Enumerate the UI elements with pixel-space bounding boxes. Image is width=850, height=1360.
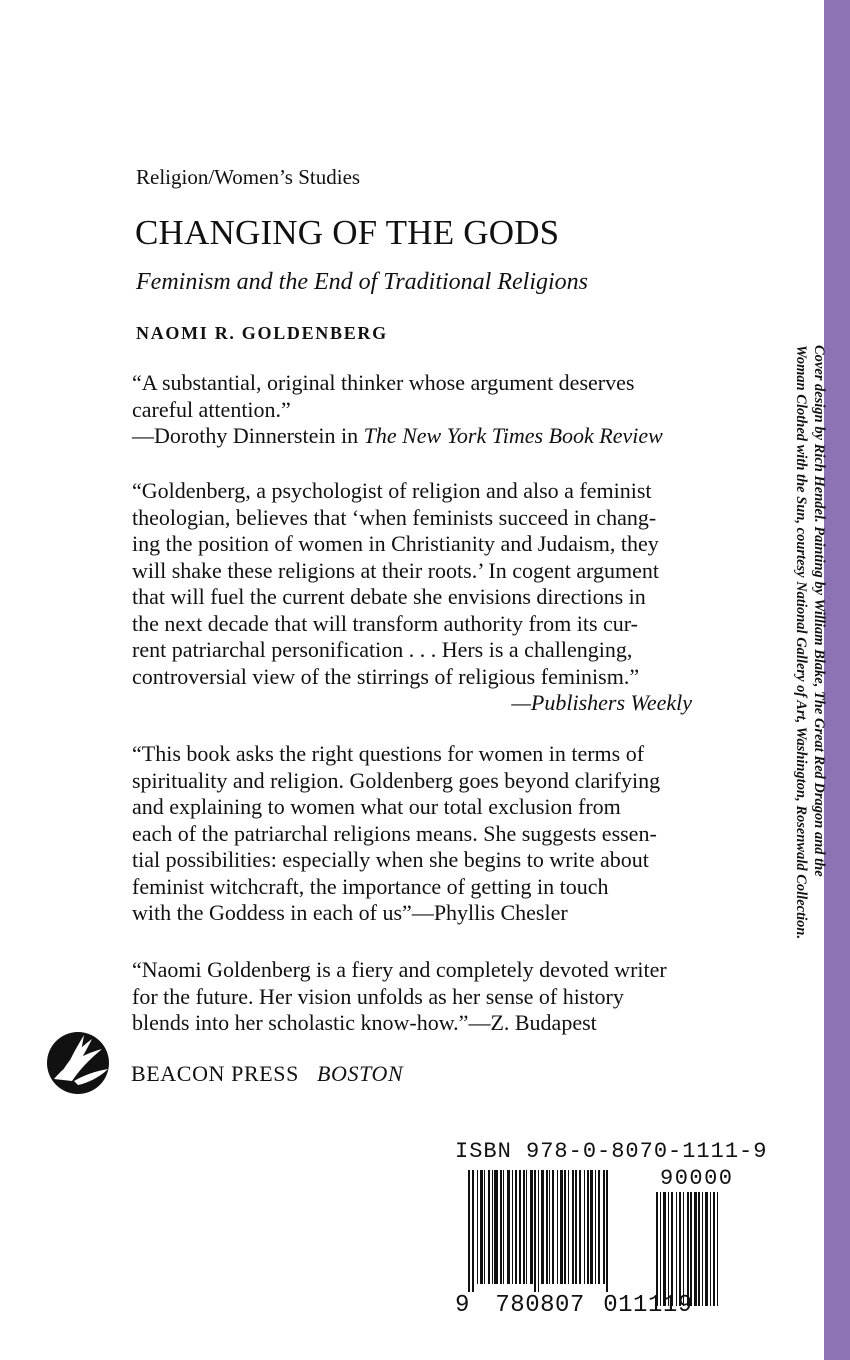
quote-line: that will fuel the current debate she envisions directions in — [132, 584, 646, 609]
barcode-bar — [698, 1192, 700, 1306]
barcode-bar — [687, 1192, 689, 1306]
barcode-bar — [541, 1170, 544, 1284]
barcode-bar — [663, 1192, 666, 1306]
quote-line: “A substantial, original thinker whose argument deserves — [132, 370, 635, 395]
review-quote-publishers-weekly — [132, 478, 742, 717]
quote-line: rent patriarchal personification . . . Hers is a challenging, — [132, 637, 633, 662]
ean-barcode — [468, 1170, 640, 1292]
barcode-bar — [705, 1192, 708, 1306]
attribution-source: The New York Times Book Review — [363, 423, 663, 448]
barcode-bar — [656, 1192, 658, 1306]
barcode-bar — [683, 1192, 684, 1306]
ean-right-group: 011119 — [603, 1292, 693, 1319]
publisher-city: BOSTON — [316, 1061, 404, 1086]
barcode-bar — [549, 1170, 550, 1284]
category-label: Religion/Women’s Studies — [136, 165, 361, 189]
review-quote-budapest — [132, 957, 742, 1037]
quote-line: spirituality and religion. Goldenberg goes beyond clarifying — [132, 767, 661, 793]
barcode-bar — [500, 1170, 502, 1284]
book-subtitle: Feminism and the End of Traditional Religions — [136, 269, 588, 295]
attribution-prefix: —Dorothy Dinnerstein in — [132, 423, 364, 448]
barcode-bar — [530, 1170, 533, 1284]
barcode-bar — [515, 1170, 517, 1284]
barcode-bar — [671, 1192, 673, 1306]
barcode-bar — [560, 1170, 563, 1284]
barcode-bar — [526, 1170, 527, 1284]
quote-attribution — [132, 423, 742, 450]
quote-line: with the Goddess in each of us”—Phyllis Chesler — [132, 900, 568, 925]
credit-line: Cover design by Rich Hendel. Painting by William Blake, The Great Red Dragon and the — [811, 345, 827, 877]
barcode-bar — [690, 1192, 692, 1306]
barcode-bar — [598, 1170, 600, 1284]
quote-line: will shake these religions at their roots.’ In cogent argument — [132, 557, 660, 583]
ean-digits — [455, 1292, 693, 1320]
barcode-bar — [512, 1170, 513, 1284]
quote-line: “This book asks the right questions for women in terms of — [132, 741, 645, 766]
barcode-bar — [587, 1170, 589, 1284]
barcode-bar — [676, 1192, 677, 1306]
barcode-bar — [494, 1170, 498, 1284]
quote-line: tial possibilities: especially when she begins to write about — [132, 847, 649, 872]
quote-line: “Goldenberg, a psychologist of religion and also a feminist — [132, 478, 652, 503]
barcode-bar — [702, 1192, 703, 1306]
barcode-bar — [519, 1170, 521, 1284]
barcode-bar — [717, 1192, 718, 1306]
barcode-bar — [595, 1170, 596, 1284]
quote-line: the next decade that will transform authority from its cur- — [132, 610, 639, 636]
barcode-bar — [546, 1170, 548, 1284]
book-title: CHANGING OF THE GODS — [135, 213, 560, 252]
barcode-bar — [564, 1170, 566, 1284]
barcode-bar — [552, 1170, 554, 1284]
barcode-bar — [492, 1170, 493, 1284]
barcode-bar — [579, 1170, 581, 1284]
barcode-bar — [468, 1170, 470, 1292]
barcode-bar — [660, 1192, 661, 1306]
quote-line: each of the patriarchal religions means. She suggests essen- — [132, 820, 657, 846]
barcode-bar — [538, 1170, 539, 1292]
quote-line: for the future. Her vision unfolds as her sense of history — [132, 983, 624, 1009]
cover-credit-vertical — [788, 345, 828, 1040]
beacon-press-logo-icon — [44, 1025, 114, 1097]
barcode-bar — [480, 1170, 483, 1284]
barcode-bar — [668, 1192, 669, 1306]
quote-line: feminist witchcraft, the importance of getting in touch — [132, 873, 609, 899]
barcode-bar — [477, 1170, 478, 1284]
barcode-bar — [557, 1170, 558, 1284]
barcode-bar — [488, 1170, 490, 1284]
barcode-bar — [584, 1170, 585, 1284]
barcode-bar — [484, 1170, 485, 1284]
quote-line: careful attention.” — [132, 396, 291, 422]
review-quote-dinnerstein — [132, 370, 742, 450]
quote-line: and explaining to women what our total exclusion from — [132, 794, 621, 819]
barcode-bar — [590, 1170, 593, 1284]
barcode-bar — [710, 1192, 711, 1306]
credit-line: Woman Clothed with the Sun, courtesy National Gallery of Art, Washington, Rosenwald Collection. — [793, 345, 809, 940]
barcode-bar — [472, 1170, 474, 1292]
publisher-imprint — [131, 1059, 403, 1089]
barcode-bar — [523, 1170, 525, 1284]
barcode-bar — [507, 1170, 510, 1284]
barcode-bar — [606, 1170, 608, 1292]
quote-line: controversial view of the stirrings of religious feminism.” — [132, 663, 640, 689]
isbn-label: ISBN 978-0-8070-1111-9 — [455, 1139, 768, 1164]
quote-line: blends into her scholastic know-how.”—Z. Budapest — [132, 1010, 597, 1035]
quote-line: theologian, believes that ‘when feminists succeed in chang- — [132, 504, 657, 530]
quote-attribution: —Publishers Weekly — [511, 690, 692, 715]
barcode-bar — [679, 1192, 681, 1306]
ean-left-group: 780807 — [495, 1292, 585, 1319]
barcode-bar — [694, 1192, 697, 1306]
price-code: 90000 — [660, 1166, 734, 1191]
barcode-bar — [603, 1170, 605, 1284]
publisher-name: BEACON PRESS — [131, 1061, 299, 1086]
ean-first-digit: 9 — [455, 1292, 470, 1319]
barcode-bar — [568, 1170, 569, 1284]
barcode-bar — [534, 1170, 536, 1292]
barcode-bar — [575, 1170, 577, 1284]
quote-line: ing the position of women in Christianity and Judaism, they — [132, 531, 659, 556]
barcode-bar — [713, 1192, 715, 1306]
author-name: NAOMI R. GOLDENBERG — [136, 323, 388, 343]
review-quote-chesler — [132, 741, 742, 927]
barcode-bar — [503, 1170, 504, 1284]
quote-line: “Naomi Goldenberg is a fiery and completely devoted writer — [132, 957, 667, 982]
barcode-bar — [572, 1170, 574, 1284]
